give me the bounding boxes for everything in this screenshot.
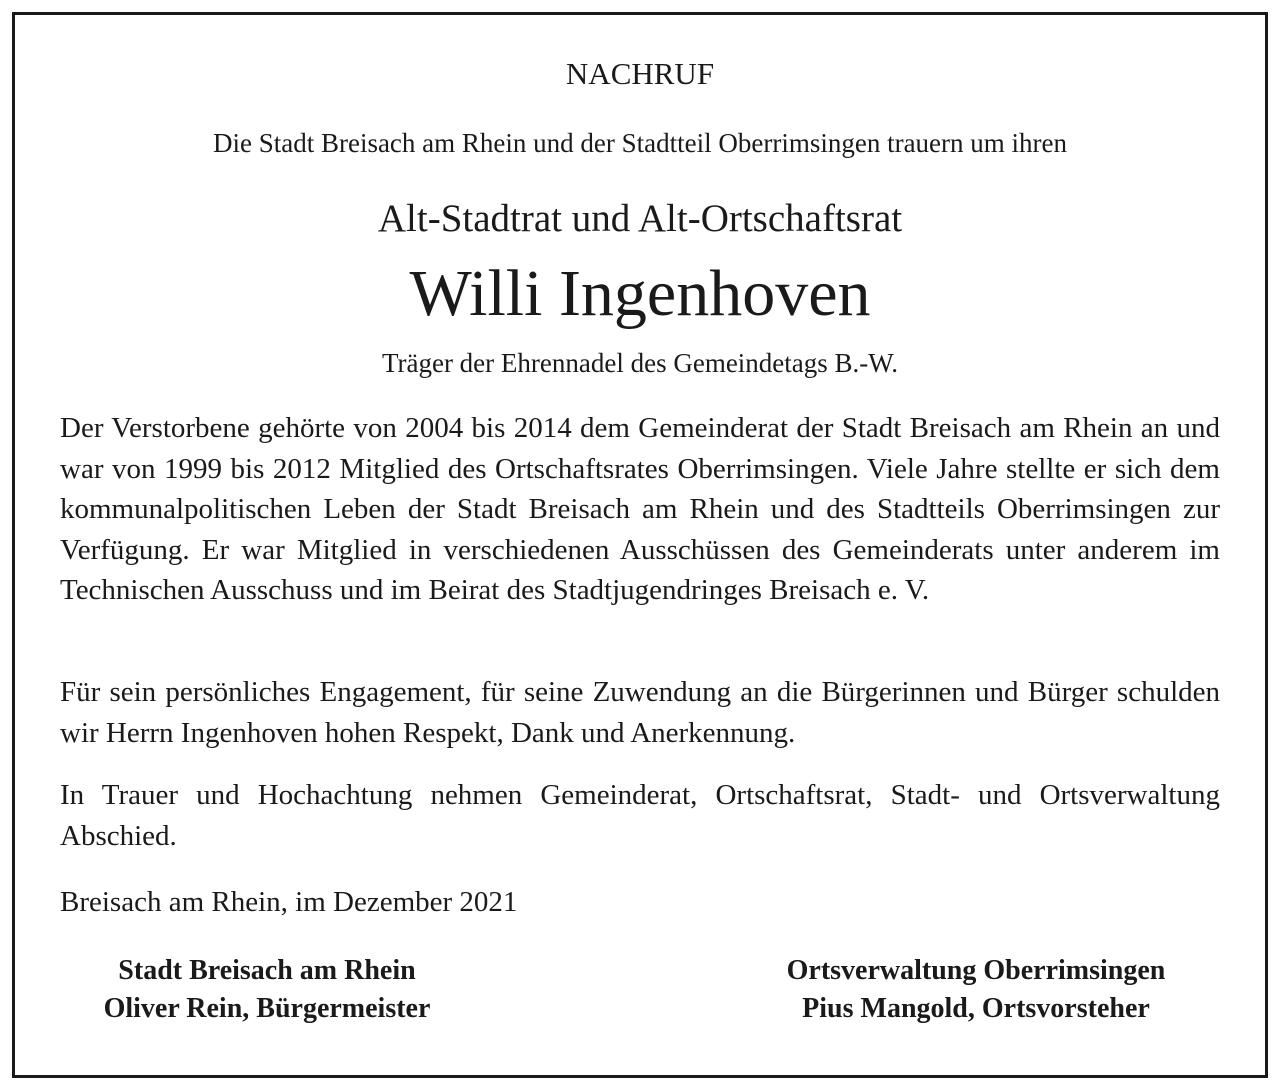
- place-and-date: Breisach am Rhein, im Dezember 2021: [60, 886, 518, 918]
- signature-district: [740, 952, 1212, 1028]
- paragraph-farewell: In Trauer und Hochachtung nehmen Gemeinderat, Ortschaftsrat, Stadt- und Ortsverwaltung Abschied.: [60, 779, 1220, 852]
- deceased-award: Träger der Ehrennadel des Gemeindetags B.-W.: [381, 348, 899, 378]
- deceased-name: Willi Ingenhoven: [409, 257, 871, 330]
- signature-city: [60, 952, 474, 1028]
- signature-city-person: Oliver Rein, Bürgermeister: [103, 993, 431, 1024]
- signature-district-organization: Ortsverwaltung Oberrimsingen: [786, 955, 1166, 986]
- paragraph-career: Der Verstorbene gehörte von 2004 bis 2014 dem Gemeinderat der Stadt Breisach am Rhein an und war von 1999 bis 2012 Mitglied des Ortschaftsrates Oberrimsingen. Viele Jahre stellte er sich dem kommunalpolitischen Leben der Stadt Breisach am Rhein und des Stadtteils Oberrimsingen zur Verfügung. Er war Mitglied in verschiedenen Ausschüssen des Gemeinderats unter anderem im Technischen Ausschuss und im Beirat des Stadtjugendringes Breisach e. V.: [60, 412, 1220, 606]
- deceased-role: Alt-Stadtrat und Alt-Ortschaftsrat: [377, 197, 903, 240]
- signature-district-person: Pius Mangold, Ortsvorsteher: [802, 993, 1150, 1024]
- intro-line: Die Stadt Breisach am Rhein und der Stadtteil Oberrimsingen trauern um ihren: [212, 128, 1068, 158]
- obituary-heading: NACHRUF: [565, 56, 715, 91]
- paragraph-gratitude: Für sein persönliches Engagement, für seine Zuwendung an die Bürgerinnen und Bürger schulden wir Herrn Ingenhoven hohen Respekt, Dank und Anerkennung.: [60, 676, 1220, 749]
- signature-city-organization: Stadt Breisach am Rhein: [118, 955, 416, 986]
